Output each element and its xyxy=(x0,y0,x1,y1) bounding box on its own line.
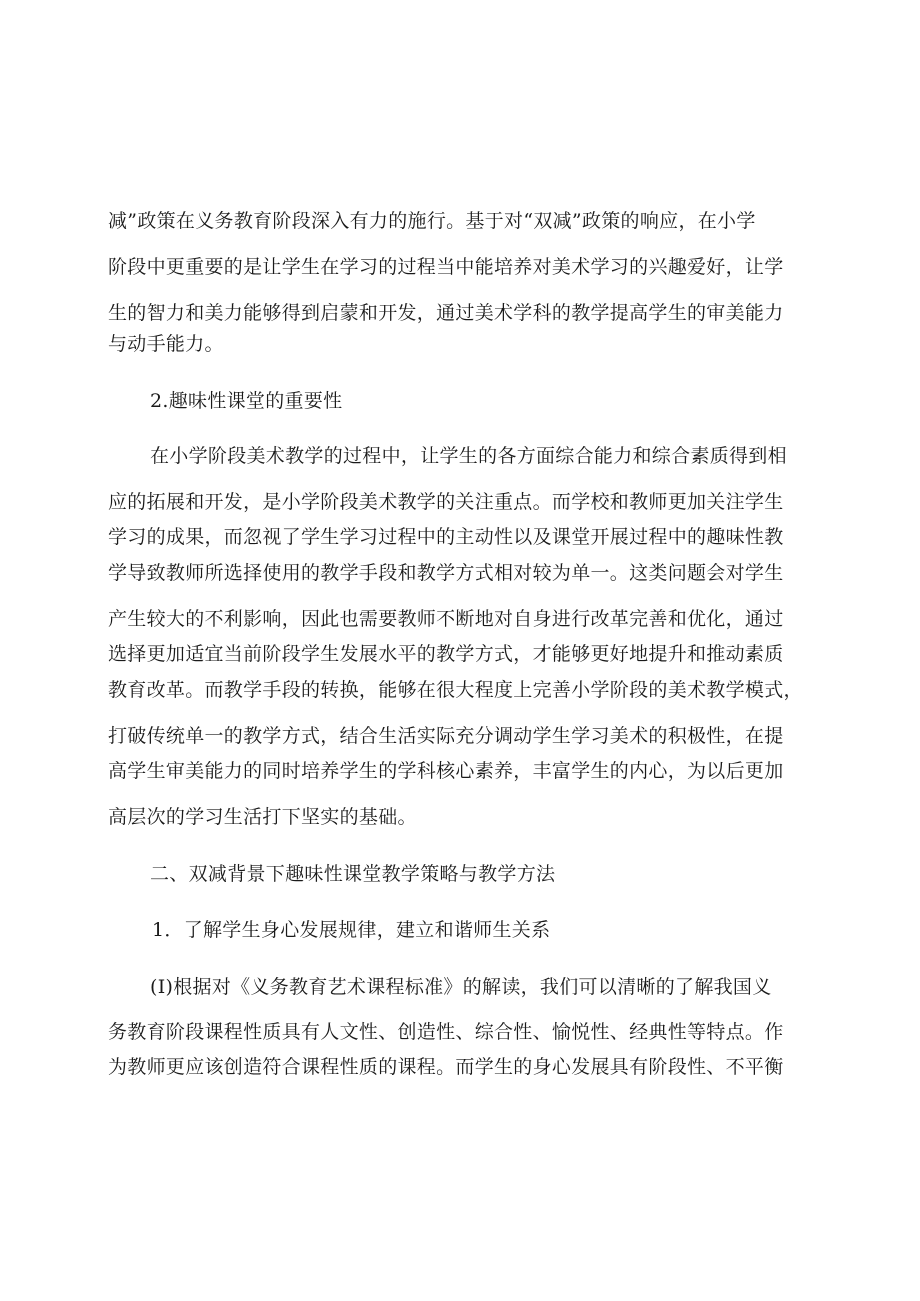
section-heading: 2.趣味性课堂的重要性 xyxy=(150,390,343,412)
paragraph-line: 在小学阶段美术教学的过程中，让学生的各方面综合能力和综合素质得到相 xyxy=(150,445,787,467)
paragraph-line: 务教育阶段课程性质具有人文性、创造性、综合性、愉悦性、经典性等特点。作 xyxy=(108,1021,784,1043)
paragraph-line: 学习的成果，而忽视了学生学习过程中的主动性以及课堂开展过程中的趣味性教 xyxy=(108,526,784,548)
paragraph-line: 教育改革。而教学手段的转换，能够在很大程度上完善小学阶段的美术教学模式， xyxy=(108,679,803,701)
paragraph-line: 产生较大的不利影响，因此也需要教师不断地对自身进行改革完善和优化，通过 xyxy=(108,608,784,630)
paragraph-line: (I)根据对《义务教育艺术课程标准》的解读，我们可以清晰的了解我国义 xyxy=(150,976,772,998)
paragraph-line: 与动手能力。 xyxy=(108,333,224,355)
paragraph-line: 减”政策在义务教育阶段深入有力的施行。基于对“双减”政策的响应，在小学 xyxy=(108,210,756,232)
subsection-heading: 1．了解学生身心发展规律，建立和谐师生关系 xyxy=(152,919,551,941)
paragraph-line: 选择更加适宜当前阶段学生发展水平的教学方式，才能够更好地提升和推动素质 xyxy=(108,643,784,665)
paragraph-line: 应的拓展和开发，是小学阶段美术教学的关注重点。而学校和教师更加关注学生 xyxy=(108,491,784,513)
paragraph-line: 学导致教师所选择使用的教学手段和教学方式相对较为单一。这类问题会对学生 xyxy=(108,562,784,584)
paragraph-line: 阶段中更重要的是让学生在学习的过程当中能培养对美术学习的兴趣爱好，让学 xyxy=(108,256,784,278)
paragraph-line: 为教师更应该创造符合课程性质的课程。而学生的身心发展具有阶段性、不平衡 xyxy=(108,1056,784,1078)
section-heading: 二、双减背景下趣味性课堂教学策略与教学方法 xyxy=(150,863,556,885)
paragraph-line: 生的智力和美力能够得到启蒙和开发，通过美术学科的教学提高学生的审美能力 xyxy=(108,302,784,324)
paragraph-line: 高学生审美能力的同时培养学生的学科核心素养，丰富学生的内心，为以后更加 xyxy=(108,760,784,782)
paragraph-line: 打破传统单一的教学方式，结合生活实际充分调动学生学习美术的积极性，在提 xyxy=(108,725,784,747)
paragraph-line: 高层次的学习生活打下坚实的基础。 xyxy=(108,806,417,828)
